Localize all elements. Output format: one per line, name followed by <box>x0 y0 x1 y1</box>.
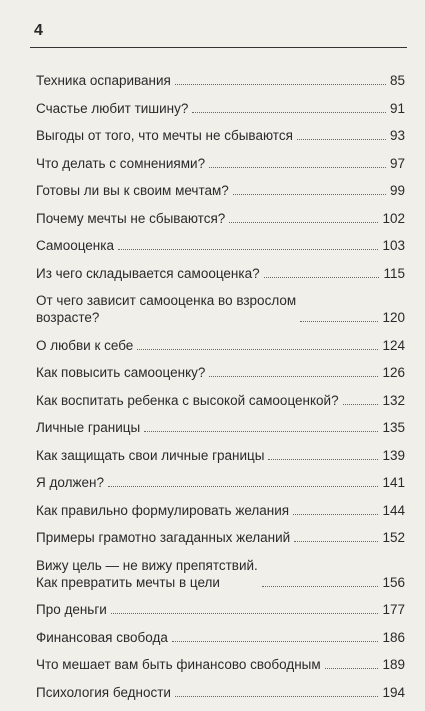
toc-entry-page: 124 <box>382 337 405 353</box>
toc-entry-title: Я должен? <box>36 475 104 490</box>
dot-leader <box>118 249 379 250</box>
toc-entry-title: Как правильно формулировать желания <box>36 502 290 518</box>
toc-entry-page: 144 <box>382 502 405 518</box>
toc-entry-title: Техника оспаривания <box>36 73 171 88</box>
dot-leader <box>175 84 386 85</box>
toc-entry <box>36 502 405 519</box>
toc-entry-title: Как защищать свои личные границы <box>36 447 265 463</box>
dot-leader <box>229 222 378 223</box>
toc-entry-page: 120 <box>382 310 405 325</box>
dot-leader <box>192 112 386 113</box>
toc-entry <box>36 127 405 144</box>
dot-leader <box>343 404 379 405</box>
toc-entry-title: Психология бедности <box>36 684 171 700</box>
toc-entry-page: 115 <box>383 265 405 281</box>
dot-leader <box>268 459 378 460</box>
toc-entry-title: Счастье любит тишину? <box>36 100 189 116</box>
toc-entry-title: Что мешает вам быть финансово свободным <box>36 657 321 672</box>
dot-leader <box>297 139 386 140</box>
toc-entry-title: Про деньги <box>36 602 107 617</box>
toc-entry <box>36 601 405 618</box>
toc-entry <box>36 337 405 354</box>
toc-entry-page: 102 <box>382 210 405 226</box>
dot-leader <box>293 514 378 515</box>
dot-leader <box>325 668 379 669</box>
dot-leader <box>209 167 386 168</box>
toc-entry-title: Готовы ли вы к своим мечтам? <box>36 183 229 198</box>
toc-entry <box>36 629 405 646</box>
toc-entry <box>36 155 405 172</box>
toc-entry <box>36 474 405 491</box>
toc-entry-page: 135 <box>382 420 405 435</box>
toc-entry-page: 85 <box>389 73 405 88</box>
toc-entry-title: От чего зависит самооценка во взрослом возрасте? <box>36 293 297 325</box>
toc-entry-title: Личные границы <box>36 420 141 435</box>
dot-leader <box>111 613 379 614</box>
dot-leader <box>137 349 378 350</box>
toc-entry <box>36 529 405 546</box>
dot-leader <box>294 541 378 542</box>
toc-entry <box>36 292 405 326</box>
toc-entry-page: 103 <box>382 238 405 253</box>
toc-entry <box>36 557 405 591</box>
toc-entry <box>36 447 405 464</box>
toc-entry <box>36 364 405 381</box>
toc-entry <box>36 237 405 254</box>
toc-entry-page: 141 <box>382 475 405 490</box>
toc-entry-title: Вижу цель — не вижу препятствий. Как превратить мечты в цели <box>36 557 258 590</box>
toc-entry-page: 126 <box>382 365 405 380</box>
page-number: 4 <box>34 22 43 39</box>
toc-entry-title: Самооценка <box>36 238 114 253</box>
toc-entry-page: 189 <box>382 657 405 672</box>
toc-entry-title: Как повысить самооценку? <box>36 365 206 380</box>
toc-entry-title: Выгоды от того, что мечты не сбываются <box>36 128 293 143</box>
toc-entry-page: 139 <box>382 447 405 463</box>
toc-entry-title: Что делать с сомнениями? <box>36 155 206 171</box>
toc-entry-title: О любви к себе <box>36 337 134 353</box>
toc-entry-page: 156 <box>382 574 405 590</box>
toc-entry-title: Примеры грамотно загаданных желаний <box>36 530 291 545</box>
toc-entry-page: 152 <box>382 530 405 545</box>
dot-leader <box>300 321 378 322</box>
toc-entry <box>36 656 405 673</box>
toc-entry-title: Из чего складывается самооценка? <box>36 265 260 281</box>
toc-entry <box>36 182 405 199</box>
dot-leader <box>233 194 386 195</box>
toc-entry-page: 194 <box>382 684 405 700</box>
toc-entry <box>36 100 405 117</box>
dot-leader <box>209 376 378 377</box>
toc-entry-page: 177 <box>382 602 405 617</box>
toc-entry-page: 91 <box>389 100 405 116</box>
toc-entry-title: Почему мечты не сбываются? <box>36 210 226 226</box>
toc-entry-title: Как воспитать ребенка с высокой самооценкой? <box>36 392 339 408</box>
toc-entry <box>36 419 405 436</box>
dot-leader <box>175 696 378 697</box>
dot-leader <box>108 486 379 487</box>
toc-entry <box>36 210 405 227</box>
toc-entry-page: 132 <box>382 392 405 408</box>
toc-entry <box>36 72 405 89</box>
dot-leader <box>172 641 379 642</box>
toc-entry-page: 186 <box>382 629 405 645</box>
dot-leader <box>264 277 380 278</box>
header-rule <box>30 47 407 48</box>
toc-entry <box>36 392 405 409</box>
dot-leader <box>262 586 379 587</box>
toc-entry <box>36 684 405 701</box>
toc-entry <box>36 265 405 282</box>
table-of-contents <box>36 72 405 711</box>
dot-leader <box>144 431 378 432</box>
toc-entry-page: 97 <box>389 155 405 171</box>
toc-entry-title: Финансовая свобода <box>36 629 168 645</box>
toc-entry-page: 99 <box>389 183 405 198</box>
toc-entry-page: 93 <box>389 128 405 143</box>
